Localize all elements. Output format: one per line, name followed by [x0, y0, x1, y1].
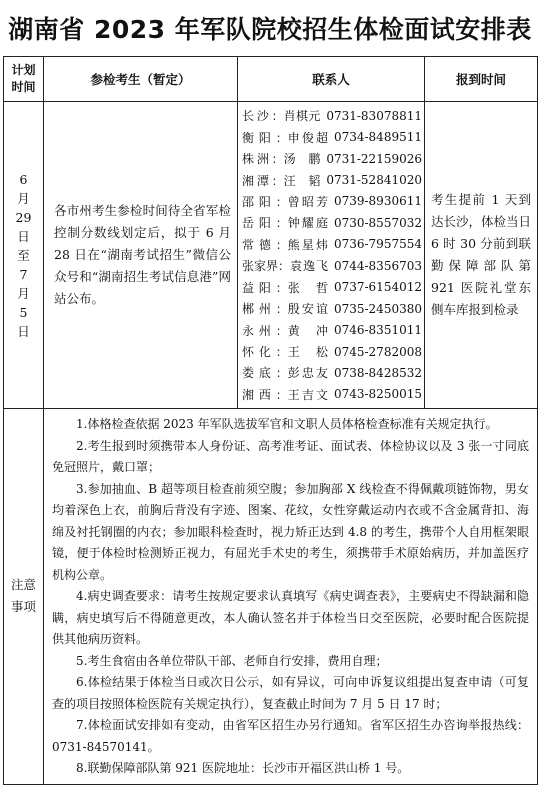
contact-phone: 0737-6154012 — [333, 280, 422, 295]
contact-city: 衡阳： — [242, 130, 288, 145]
contact-name: 彭忠友 — [287, 366, 328, 381]
contact-name: 熊星炜 — [287, 237, 328, 252]
contact-phone: 0731-22159026 — [326, 151, 422, 166]
contact-row — [242, 234, 422, 255]
period-line: 至 — [17, 247, 30, 263]
contact-phone: 0744-8356703 — [333, 258, 422, 273]
period-line: 7 — [19, 266, 28, 282]
report-time-cell: 考生提前 1 天到达长沙，体检当日 6 时 30 分前到联勤保障部队第 921 医院礼堂东侧车库报到检录 — [425, 102, 538, 409]
period-line: 月 — [17, 190, 30, 206]
note-item: 2.考生报到时须携带本人身份证、高考准考证、面试表、体检协议以及 3 张一寸同底免冠照片，戴口罩； — [52, 438, 529, 475]
period-line: 6 — [19, 171, 28, 187]
participants-cell: 各市州考生参检时间待全省军检控制分数线划定后，拟于 6 月 28 日在“湖南考试招生”微信公众号和“湖南招生考试信息港”网站公布。 — [44, 102, 238, 409]
contact-row — [242, 341, 422, 362]
contact-name: 申俊超 — [287, 130, 328, 145]
period-line: 月 — [17, 285, 30, 301]
contact-row — [242, 255, 422, 276]
header-period — [4, 57, 44, 102]
contact-city: 长沙： — [242, 109, 284, 124]
header-row — [4, 57, 538, 102]
contact-phone: 0730-8557032 — [333, 215, 422, 230]
contact-row — [242, 126, 422, 147]
schedule-row — [4, 102, 538, 409]
contact-city: 邵阳： — [242, 194, 288, 209]
contact-row — [242, 212, 422, 233]
contact-row — [242, 191, 422, 212]
contact-city: 永州： — [242, 323, 288, 338]
contact-name: 袁逸飞 — [290, 259, 328, 274]
contact-row — [242, 277, 422, 298]
notes-cell — [44, 409, 538, 785]
contact-name: 王 松 — [287, 345, 328, 360]
contact-phone: 0734-8489511 — [333, 130, 422, 145]
note-item: 4.病史调查要求：请考生按规定要求认真填写《病史调查表》，主要病史不得缺漏和隐瞒，病史填写后不得随意更改，本人确认签名并于体检当日交至医院，必要时配合医院提供其他病历资料。 — [52, 589, 529, 647]
contact-name: 钟耀庭 — [287, 216, 328, 231]
note-item: 7.体检面试安排如有变动，由省军区招生办另行通知。省军区招生办咨询举报热线：0731-84570141。 — [52, 718, 529, 754]
contact-row — [242, 298, 422, 319]
contact-row — [242, 319, 422, 340]
contact-city: 常德： — [242, 237, 288, 252]
schedule-table — [3, 56, 538, 785]
contact-phone: 0731-52841020 — [326, 173, 422, 188]
contact-phone: 0745-2782008 — [333, 344, 422, 359]
contact-name: 曾昭芳 — [287, 194, 328, 209]
contact-phone: 0739-8930611 — [333, 194, 422, 209]
contact-name: 肖棋元 — [283, 109, 321, 124]
note-item: 3.参加抽血、B 超等项目检查前须空腹；参加胸部 X 线检查不得佩戴项链饰物，男女均着深色上衣，前胸后背没有字迹、图案、花纹，女性穿戴运动内衣或不含金属背扣、海绵及衬托钢圈的内衣；参加眼科检查时，视力矫正达到 4.8 的考生，携带个人自用框架眼镜，便于体检时检测矫正视力，有屈光手术史的考生，须携带手术原始病历，并加盖医疗机构公章。 — [52, 481, 529, 582]
contact-city: 益阳： — [242, 280, 288, 295]
contact-name: 王吉文 — [287, 387, 328, 402]
contact-city: 郴州： — [242, 302, 288, 317]
period-line: 5 — [19, 304, 28, 320]
contact-row — [242, 105, 422, 126]
contact-name: 汤 鹏 — [283, 152, 321, 167]
contact-phone: 0735-2450380 — [333, 301, 422, 316]
contact-phone: 0743-8250015 — [333, 387, 422, 402]
contact-name: 黄 冲 — [287, 323, 328, 338]
contact-city: 怀化： — [242, 345, 288, 360]
notes-row — [4, 409, 538, 785]
contact-name: 殷安谊 — [287, 302, 328, 317]
note-item: 6.体检结果于体检当日或次日公示，如有异议，可向申诉复议组提出复查申请（可复查的项目按照体检医院有关规定执行），复查截止时间为 7 月 5 日 17 时； — [52, 675, 529, 711]
contact-name: 汪 韬 — [283, 173, 321, 188]
notes-label — [4, 409, 44, 785]
contact-phone: 0731-83078811 — [326, 108, 422, 123]
note-item: 8.联勤保障部队第 921 医院地址：长沙市开福区洪山桥 1 号。 — [76, 761, 410, 776]
period-cell — [4, 102, 44, 409]
contact-city: 张家界： — [242, 259, 291, 274]
contact-row — [242, 384, 422, 405]
period-line: 日 — [17, 323, 30, 339]
notes-label-line: 事项 — [10, 599, 36, 615]
header-period-line: 计划 — [11, 63, 36, 77]
contact-phone: 0746-8351011 — [333, 323, 422, 338]
contact-phone: 0738-8428532 — [333, 365, 422, 380]
contacts-cell — [238, 102, 425, 409]
contact-city: 株洲： — [242, 152, 284, 167]
contact-city: 岳阳： — [242, 216, 288, 231]
contact-name: 张 哲 — [287, 280, 328, 295]
period-line: 29 — [15, 209, 32, 225]
contact-phone: 0736-7957554 — [333, 237, 422, 252]
contact-row — [242, 148, 422, 169]
page-title: 湖南省 2023 年军队院校招生体检面试安排表 — [8, 15, 532, 44]
header-report-time: 报到时间 — [425, 57, 538, 102]
contact-city: 娄底： — [242, 366, 288, 381]
header-participants: 参检考生（暂定） — [44, 57, 238, 102]
header-contacts: 联系人 — [238, 57, 425, 102]
notes-label-line: 注意 — [10, 577, 36, 593]
period-line: 日 — [17, 228, 30, 244]
note-item: 1.体格检查依据 2023 年军队选拔军官和文职人员体格检查标准有关规定执行。 — [76, 417, 498, 432]
contact-city: 湘潭： — [242, 173, 284, 188]
contact-row — [242, 362, 422, 383]
note-item: 5.考生食宿由各单位带队干部、老师自行安排，费用自理； — [76, 653, 388, 668]
header-period-line: 时间 — [11, 80, 36, 94]
contact-row — [242, 169, 422, 190]
contact-city: 湘西： — [242, 387, 288, 402]
